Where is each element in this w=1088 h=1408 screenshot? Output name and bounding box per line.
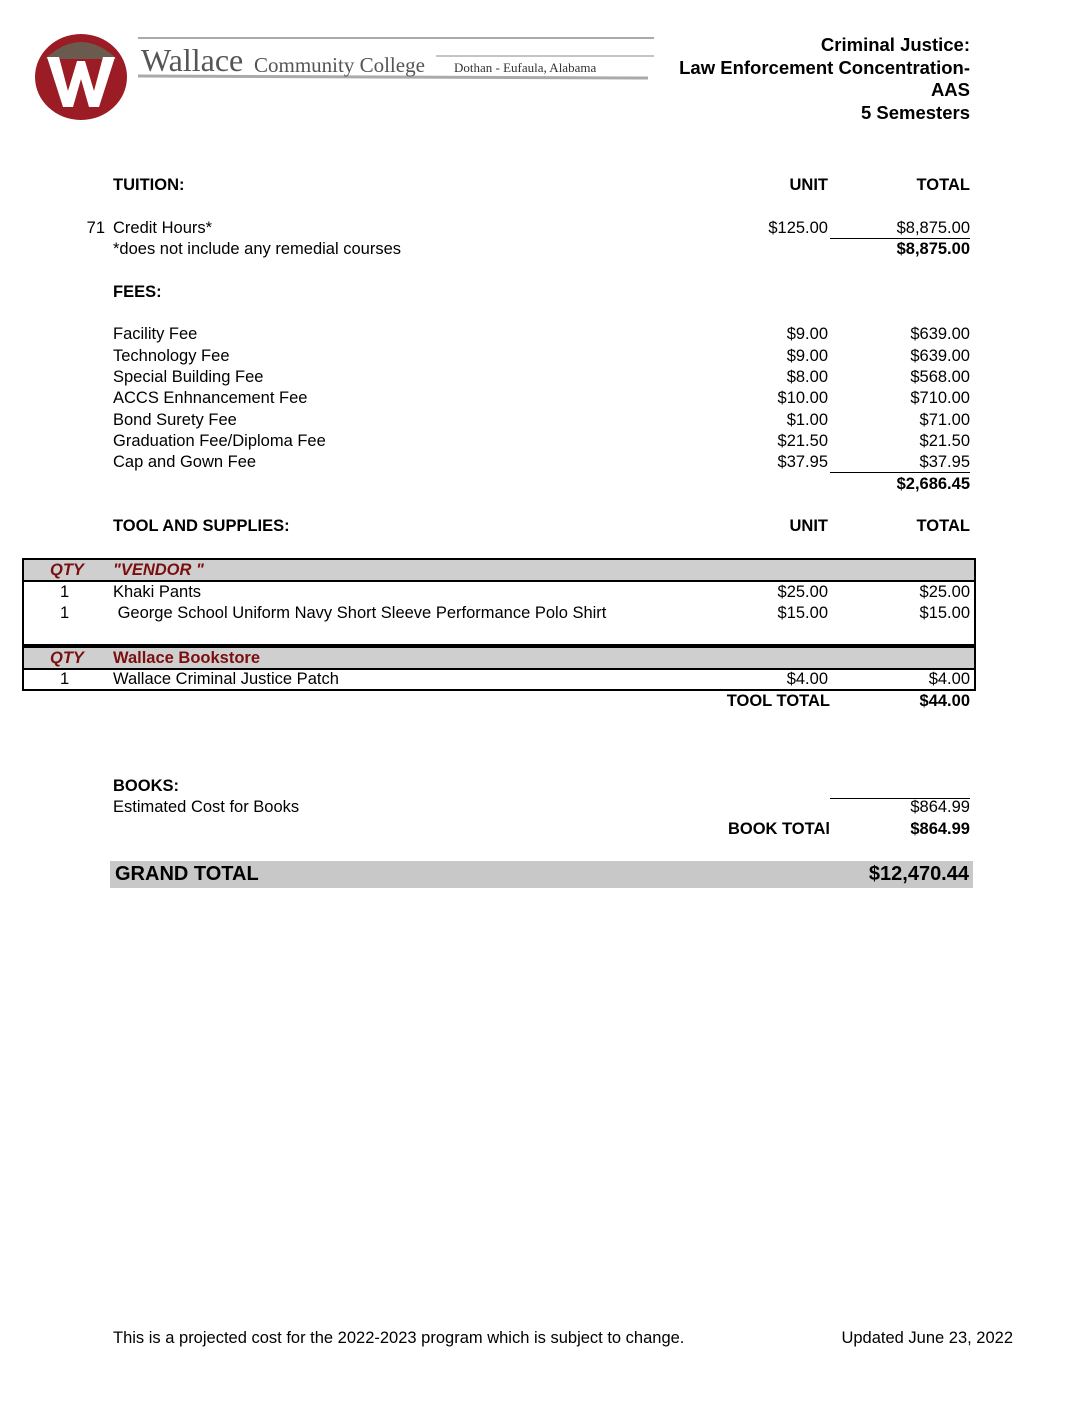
college-wordmark bbox=[138, 36, 658, 84]
fee-unit: $9.00 bbox=[786, 325, 828, 343]
vendor-name: Wallace Bookstore bbox=[113, 649, 261, 667]
books-label: Estimated Cost for Books bbox=[113, 798, 300, 816]
tool-item-total: $25.00 bbox=[919, 583, 970, 601]
tool-total-label: TOOL TOTAL bbox=[726, 692, 830, 710]
grand-total-label: GRAND TOTAL bbox=[115, 863, 259, 885]
college-logo bbox=[33, 31, 129, 121]
fee-total: $71.00 bbox=[919, 411, 970, 429]
fee-total: $639.00 bbox=[910, 347, 970, 365]
tuition-heading: TUITION: bbox=[113, 176, 185, 194]
fee-total: $37.95 bbox=[830, 453, 970, 473]
fee-total: $21.50 bbox=[919, 432, 970, 450]
fees-heading: FEES: bbox=[113, 283, 162, 301]
program-line-4: 5 Semesters bbox=[860, 101, 970, 123]
fee-total: $639.00 bbox=[910, 325, 970, 343]
tool-item-label: Khaki Pants bbox=[113, 583, 202, 601]
tuition-unit-header: UNIT bbox=[789, 176, 828, 194]
footer-note: This is a projected cost for the 2022-2023 program which is subject to change. bbox=[113, 1329, 685, 1347]
tools-heading: TOOL AND SUPPLIES: bbox=[113, 517, 290, 535]
program-title bbox=[679, 34, 970, 124]
tool-item-unit: $4.00 bbox=[786, 670, 828, 688]
tool-item-qty: 1 bbox=[60, 583, 70, 601]
tool-item-total: $15.00 bbox=[919, 604, 970, 622]
vendor-name: "VENDOR " bbox=[113, 561, 204, 579]
fee-label: Graduation Fee/Diploma Fee bbox=[113, 432, 326, 450]
fee-total: $568.00 bbox=[910, 368, 970, 386]
books-heading: BOOKS: bbox=[113, 777, 179, 795]
fee-unit: $21.50 bbox=[777, 432, 828, 450]
credit-hours-unit: $125.00 bbox=[768, 219, 828, 237]
fee-label: Technology Fee bbox=[113, 347, 230, 365]
fee-label: Bond Surety Fee bbox=[113, 411, 237, 429]
tool-item-unit: $15.00 bbox=[777, 604, 828, 622]
tools-total-header: TOTAL bbox=[916, 517, 970, 535]
college-name-rest: Community College bbox=[254, 53, 425, 77]
credit-hours-qty: 71 bbox=[86, 219, 105, 237]
credit-hours-total: $8,875.00 bbox=[830, 219, 970, 239]
tool-item-qty: 1 bbox=[60, 604, 70, 622]
college-name: Wallace bbox=[141, 42, 244, 78]
fee-unit: $37.95 bbox=[777, 453, 828, 471]
fee-label: Cap and Gown Fee bbox=[113, 453, 257, 471]
book-total-label: BOOK TOTAl bbox=[727, 820, 830, 838]
fee-unit: $10.00 bbox=[777, 389, 828, 407]
program-line-2: Law Enforcement Concentration- bbox=[679, 56, 970, 78]
vendor-qty-header: QTY bbox=[50, 561, 84, 579]
tuition-total-header: TOTAL bbox=[916, 176, 970, 194]
fee-label: ACCS Enhnancement Fee bbox=[113, 389, 308, 407]
grand-total-bar bbox=[110, 861, 973, 888]
vendor-header bbox=[22, 558, 976, 582]
vendor-header bbox=[22, 646, 976, 670]
footer-updated: Updated June 23, 2022 bbox=[841, 1329, 1013, 1347]
fee-unit: $8.00 bbox=[786, 368, 828, 386]
program-line-3: AAS bbox=[930, 79, 970, 100]
books-rule bbox=[830, 798, 970, 800]
tool-item-total: $4.00 bbox=[928, 670, 970, 688]
books-amount: $864.99 bbox=[910, 798, 970, 816]
book-total: $864.99 bbox=[910, 820, 970, 838]
tool-total: $44.00 bbox=[919, 692, 970, 710]
vendor-qty-header: QTY bbox=[50, 649, 84, 667]
tool-item-label: George School Uniform Navy Short Sleeve Performance Polo Shirt bbox=[113, 604, 607, 622]
fee-unit: $1.00 bbox=[786, 411, 828, 429]
fee-label: Facility Fee bbox=[113, 325, 198, 343]
credit-hours-label: Credit Hours* bbox=[113, 219, 213, 237]
tuition-subtotal: $8,875.00 bbox=[896, 240, 970, 258]
tuition-note: *does not include any remedial courses bbox=[113, 240, 402, 258]
fee-label: Special Building Fee bbox=[113, 368, 264, 386]
tool-item-label: Wallace Criminal Justice Patch bbox=[113, 670, 339, 688]
fee-total: $710.00 bbox=[910, 389, 970, 407]
tool-item-qty: 1 bbox=[60, 670, 70, 688]
tool-item-unit: $25.00 bbox=[777, 583, 828, 601]
tools-unit-header: UNIT bbox=[789, 517, 828, 535]
fee-unit: $9.00 bbox=[786, 347, 828, 365]
grand-total-amount: $12,470.44 bbox=[868, 863, 969, 885]
college-location: Dothan - Eufaula, Alabama bbox=[454, 60, 597, 75]
fees-subtotal: $2,686.45 bbox=[896, 475, 970, 493]
program-line-1: Criminal Justice: bbox=[820, 34, 970, 55]
